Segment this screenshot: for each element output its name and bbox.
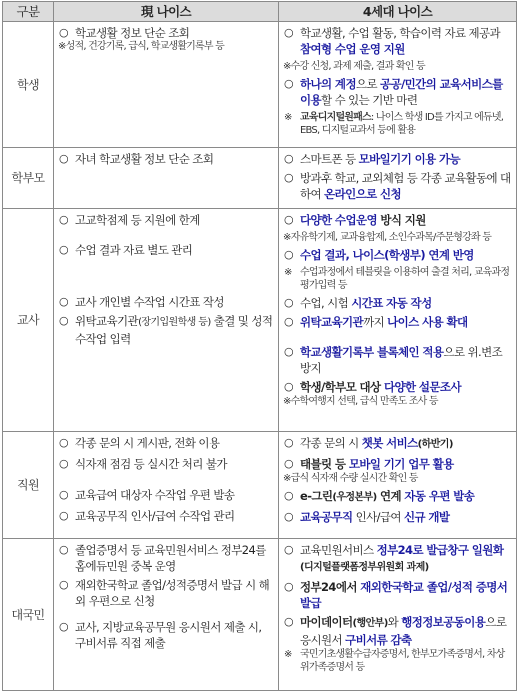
bullet-icon: ○ <box>284 77 293 90</box>
note-mark: ※ <box>283 396 291 407</box>
list-item: ○ 교사, 지방교육공무원 응시원서 제출 시, 구비서류 직접 제출 <box>59 620 262 650</box>
list-item: ○ 각종 문의 시 챗봇 서비스(하반기) <box>284 436 453 450</box>
bullet-icon: ○ <box>59 213 68 226</box>
list-item: ○ 학교생활 정보 단순 조회 <box>59 26 190 40</box>
bullet-icon: ○ <box>59 295 68 308</box>
note-item: ※성적, 건강기록, 급식, 학교생활기록부 등 <box>58 41 225 52</box>
list-item: ○ 졸업증명서 등 교육민원서비스 정부24를 홈에듀민원 중복 운영 <box>59 543 266 573</box>
bullet-icon: ○ <box>59 152 68 165</box>
list-item: ○ 교육공무직 인사/급여 신규 개발 <box>284 510 450 524</box>
bullet-icon: ○ <box>284 489 293 502</box>
cell-parent-new <box>279 148 517 209</box>
list-item: ○ 자녀 학교생활 정보 단순 조회 <box>59 152 214 166</box>
list-item: ○ 마이데이터(행안부)와 행정정보공동이용으로 응시원서 구비서류 감축 <box>284 615 507 647</box>
comparison-table <box>2 1 517 691</box>
list-item: ○ 스마트폰 등 모바일기기 이용 가능 <box>284 152 461 166</box>
bullet-icon: ○ <box>284 543 293 556</box>
row-teacher <box>3 209 517 432</box>
list-item: ○ e-그린(우정본부) 연계 자동 우편 발송 <box>284 489 475 503</box>
bullet-icon: ○ <box>284 457 293 470</box>
list-item: ○ 수업, 시험 시간표 자동 작성 <box>284 296 432 310</box>
note-item: ※자유학기제, 교과융합제, 소인수과목/주문형강좌 등 <box>283 232 492 243</box>
note-item: ※ 국민기초생활수급자증명서, 한부모가족증명서, 차상위가족증명서 등 <box>284 649 505 673</box>
cell-teacher-new <box>279 209 517 432</box>
row-public <box>3 539 517 691</box>
note-mark: ※ <box>284 112 292 123</box>
bullet-icon: ○ <box>284 380 293 393</box>
header-category: 구분 <box>3 2 54 22</box>
note-mark: ※ <box>283 473 291 484</box>
list-item: ○ 위탁교육기관까지 나이스 사용 확대 <box>284 315 468 329</box>
cell-staff-new <box>279 432 517 539</box>
bullet-icon: ○ <box>284 296 293 309</box>
row-label-student: 학생 <box>3 22 54 148</box>
note-item: ※수강 신청, 과제 제출, 결과 확인 등 <box>283 61 425 72</box>
cell-public-current <box>54 539 279 691</box>
bullet-icon: ○ <box>59 436 68 449</box>
list-item: ○ 고교학점제 등 지원에 한계 <box>59 213 200 227</box>
list-item: ○ 학생/학부모 대상 다양한 설문조사 <box>284 380 461 394</box>
note-mark: ※ <box>284 649 292 660</box>
note-mark: ※ <box>284 267 292 278</box>
row-label-public: 대국민 <box>3 539 54 691</box>
cell-staff-current <box>54 432 279 539</box>
note-mark: ※ <box>283 232 291 243</box>
cell-student-current <box>54 22 279 148</box>
note-item: ※급식 식자재 수량 실시간 확인 등 <box>283 473 418 484</box>
note-mark: ※ <box>58 41 66 52</box>
note-item: ※수학여행지 선택, 급식 만족도 조사 등 <box>283 396 438 407</box>
cell-public-new <box>279 539 517 691</box>
bullet-icon: ○ <box>284 213 293 226</box>
list-item: ○ 학교생활기록부 블록체인 적용으로 위.변조 방지 <box>284 345 503 375</box>
bullet-icon: ○ <box>284 315 293 328</box>
list-item: ○ 교육민원서비스 정부24로 발급창구 일원화(디지털플랫폼정부위원회 과제) <box>284 543 504 573</box>
list-item: ○ 다양한 수업운영 방식 지원 <box>284 213 426 227</box>
cell-student-new <box>279 22 517 148</box>
row-parent <box>3 148 517 209</box>
bullet-icon: ○ <box>59 314 68 327</box>
bullet-icon: ○ <box>59 488 68 501</box>
header-row <box>3 2 517 22</box>
row-label-teacher: 교사 <box>3 209 54 432</box>
list-item: ○ 교사 개인별 수작업 시간표 작성 <box>59 295 224 309</box>
bullet-icon: ○ <box>284 345 293 358</box>
bullet-icon: ○ <box>284 615 293 628</box>
bullet-icon: ○ <box>284 26 293 39</box>
bullet-icon: ○ <box>59 620 68 633</box>
bullet-icon: ○ <box>59 543 68 556</box>
list-item: ○ 정부24에서 재외한국학교 졸업/성적 증명서 발급 <box>284 580 508 610</box>
bullet-icon: ○ <box>59 26 68 39</box>
header-4th-gen-neis: 4세대 나이스 <box>279 2 517 22</box>
bullet-icon: ○ <box>284 510 293 523</box>
list-item: ○ 위탁교육기관(장기입원학생 등) 출결 및 성적 수작업 입력 <box>59 314 273 346</box>
note-mark: ※ <box>283 61 291 72</box>
list-item: ○ 태블릿 등 모바일 기기 업무 활용 <box>284 457 454 471</box>
bullet-icon: ○ <box>284 171 293 184</box>
cell-parent-current <box>54 148 279 209</box>
list-item: ○ 재외한국학교 졸업/성적증명서 발급 시 해외 우편으로 신청 <box>59 578 270 608</box>
bullet-icon: ○ <box>284 436 293 449</box>
note-item: ※ 수업과정에서 테블릿을 이용하여 출결 처리, 교육과정평가입력 등 <box>284 267 510 291</box>
bullet-icon: ○ <box>59 578 68 591</box>
bullet-icon: ○ <box>284 248 293 261</box>
list-item: ○ 교육급여 대상자 수작업 우편 발송 <box>59 488 235 502</box>
row-label-parent: 학부모 <box>3 148 54 209</box>
row-student <box>3 22 517 148</box>
bullet-icon: ○ <box>59 457 68 470</box>
bullet-icon: ○ <box>284 580 293 593</box>
bullet-icon: ○ <box>59 243 68 256</box>
cell-teacher-current <box>54 209 279 432</box>
row-label-staff: 직원 <box>3 432 54 539</box>
list-item: ○ 수업 결과 자료 별도 관리 <box>59 243 193 257</box>
bullet-icon: ○ <box>59 509 68 522</box>
list-item: ○ 학교생활, 수업 활동, 학습이력 자료 제공과 참여형 수업 운영 지원 <box>284 26 501 56</box>
row-staff <box>3 432 517 539</box>
note-item: ※ 교육디지털원패스: 나이스 학생 ID를 가지고 에듀넷, EBS, 디지털교과서 등에 활용 <box>284 112 504 136</box>
list-item: ○ 교육공무직 인사/급여 수작업 관리 <box>59 509 235 523</box>
list-item: ○ 수업 결과, 나이스(학생부) 연계 반영 <box>284 248 474 262</box>
list-item: ○ 방과후 학교, 교외체험 등 각종 교육활동에 대하여 온라인으로 신청 <box>284 171 511 201</box>
header-current-neis: 現 나이스 <box>54 2 279 22</box>
list-item: ○ 하나의 계정으로 공공/민간의 교육서비스를 이용할 수 있는 기반 마련 <box>284 77 503 107</box>
list-item: ○ 식자재 점검 등 실시간 처리 불가 <box>59 457 227 471</box>
list-item: ○ 각종 문의 시 게시판, 전화 이용 <box>59 436 220 450</box>
bullet-icon: ○ <box>284 152 293 165</box>
